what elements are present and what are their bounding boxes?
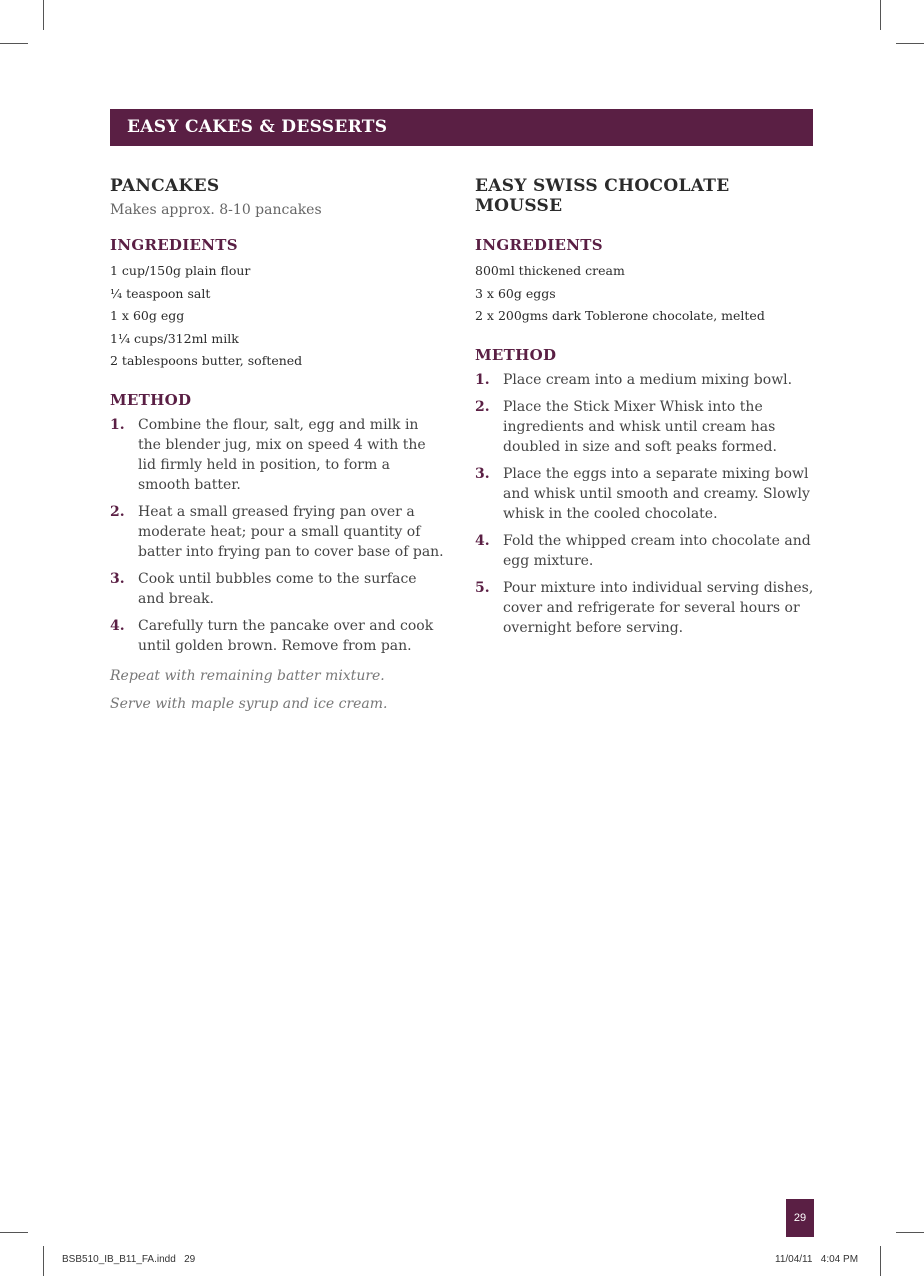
step-number: 4. [475,532,490,549]
ingredient-item: 2 x 200gms dark Toblerone chocolate, melted [475,308,765,323]
step-text: Place cream into a medium mixing bowl. [503,371,793,388]
step-text: Fold the whipped cream into chocolate and egg mixture. [503,532,811,569]
print-timestamp: 11/04/11 4:04 PM [775,1254,859,1265]
ingredients-list [475,260,820,328]
ingredients-heading: INGREDIENTS [475,236,603,254]
method-steps [475,370,820,638]
crop-mark [880,1246,881,1276]
pancakes-recipe [110,176,445,712]
ingredient-item: ¼ teaspoon salt [110,285,211,301]
step-number: 3. [110,570,125,587]
step-number: 4. [110,617,125,634]
crop-mark [896,1232,924,1233]
crop-mark [0,43,28,44]
method-step [475,397,820,457]
serving-note: Repeat with remaining batter mixture. [110,667,385,684]
step-text: Pour mixture into individual serving dishes, cover and refrigerate for several hours or overnight before serving. [503,579,814,636]
step-number: 1. [110,416,125,433]
step-number: 3. [475,465,490,482]
ingredient-item: 800ml thickened cream [475,263,625,278]
method-step [475,370,820,390]
method-step [475,578,820,638]
crop-mark [0,1232,28,1233]
page-number: 29 [786,1199,814,1237]
recipe-title: PANCAKES [110,176,220,196]
method-step [475,531,820,571]
method-step [110,616,445,656]
step-number: 2. [110,503,125,520]
method-steps [110,415,445,656]
recipe-yield: Makes approx. 8-10 pancakes [110,202,322,218]
ingredient-item: 1 x 60g egg [110,308,185,323]
ingredients-heading: INGREDIENTS [110,236,238,254]
crop-mark [896,43,924,44]
method-heading: METHOD [110,390,192,409]
serving-note: Serve with maple syrup and ice cream. [110,695,388,712]
crop-mark [43,0,44,30]
step-number: 2. [475,398,490,415]
ingredients-list [110,260,445,373]
section-banner: EASY CAKES & DESSERTS [110,109,813,146]
step-text: Place the Stick Mixer Whisk into the ingredients and whisk until cream has doubled in size and soft peaks formed. [503,398,777,455]
crop-mark [880,0,881,30]
method-step [110,502,445,562]
ingredient-item: 1¼ cups/312ml milk [110,330,239,346]
recipe-title: EASY SWISS CHOCOLATE MOUSSE [475,176,730,216]
mousse-recipe [475,176,820,650]
method-step [475,464,820,524]
step-text: Cook until bubbles come to the surface and break. [138,570,417,607]
ingredient-item: 1 cup/150g plain flour [110,263,251,278]
step-text: Heat a small greased frying pan over a moderate heat; pour a small quantity of batter into frying pan to cover base of pan. [138,503,444,560]
step-text: Place the eggs into a separate mixing bowl and whisk until smooth and creamy. Slowly whisk in the cooled chocolate. [503,465,810,522]
crop-mark [43,1246,44,1276]
step-text: Carefully turn the pancake over and cook until golden brown. Remove from pan. [138,617,434,654]
ingredient-item: 3 x 60g eggs [475,285,556,301]
step-text: Combine the flour, salt, egg and milk in the blender jug, mix on speed 4 with the lid firmly held in position, to form a smooth batter. [138,416,426,493]
method-step [110,569,445,609]
step-number: 5. [475,579,490,596]
ingredient-item: 2 tablespoons butter, softened [110,353,303,368]
file-slug: BSB510_IB_B11_FA.indd 29 [62,1254,196,1265]
step-number: 1. [475,371,490,388]
method-step [110,415,445,495]
method-heading: METHOD [475,345,557,364]
